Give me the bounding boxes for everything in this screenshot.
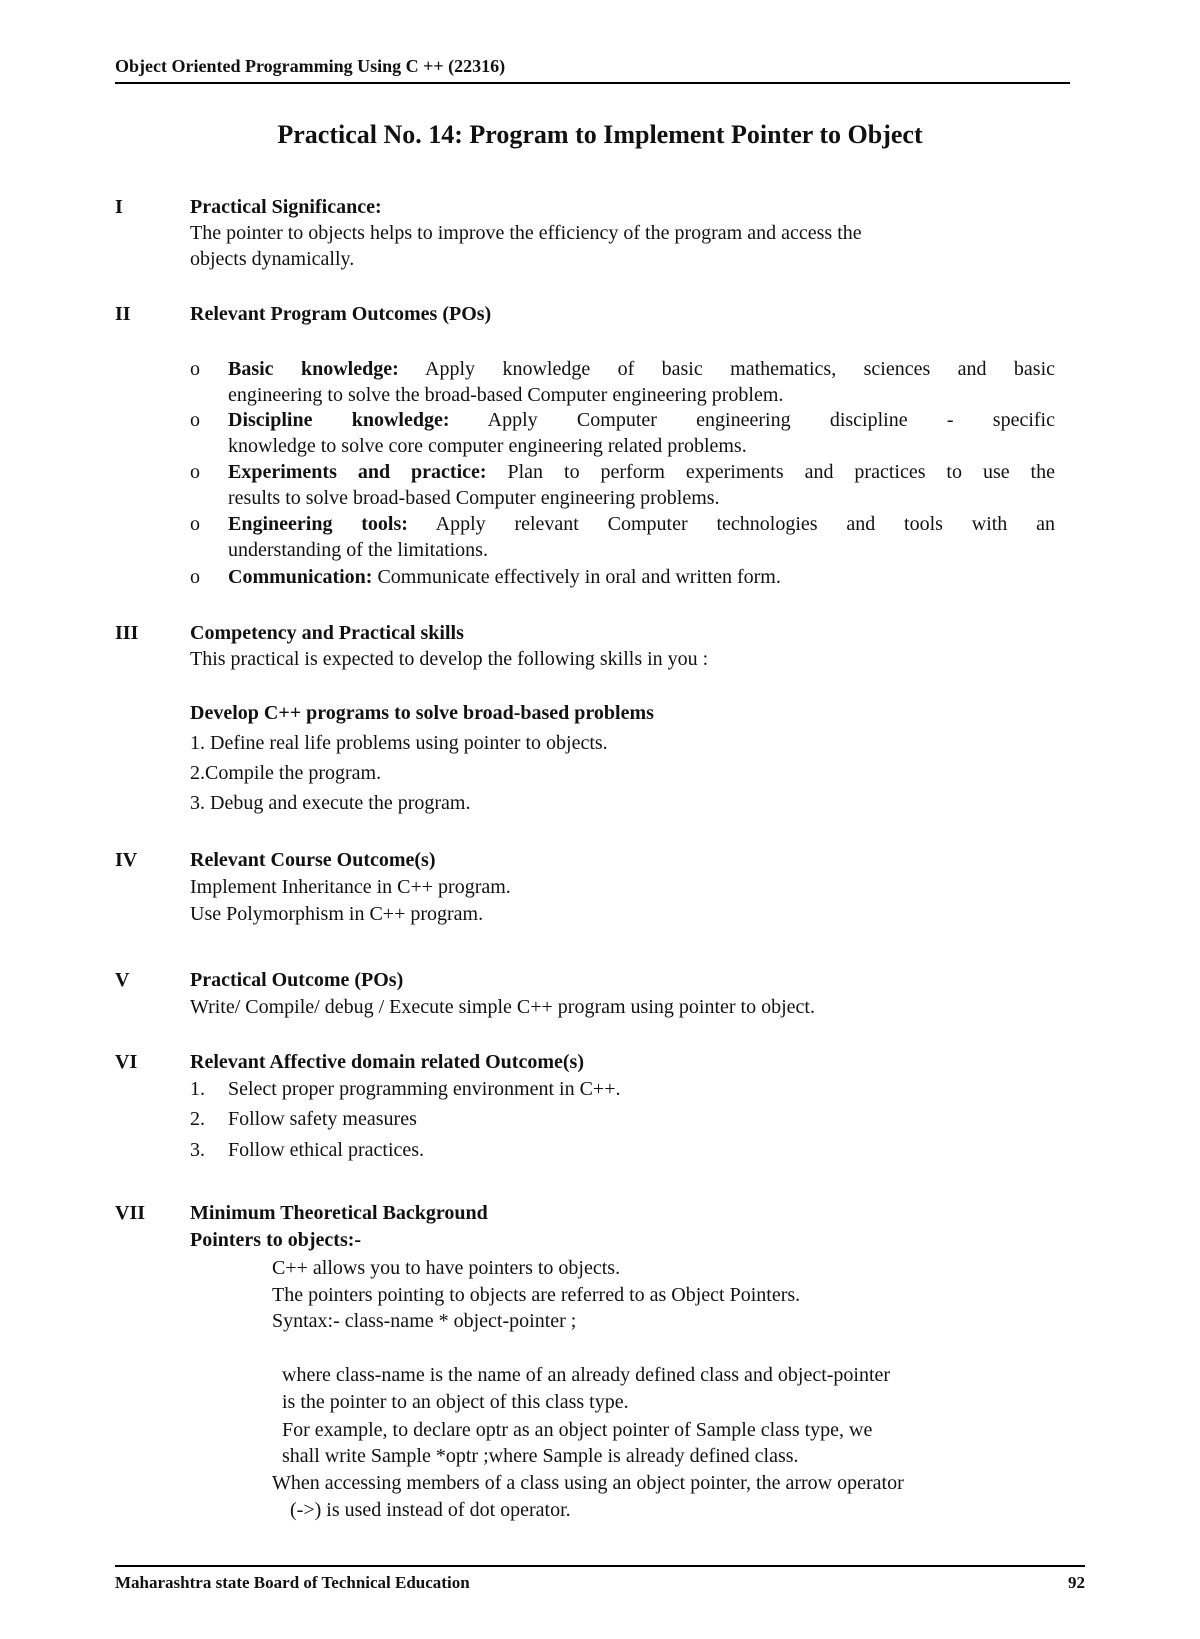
list-item-line: Experiments and practice: Plan to perform experiments and practices to use the bbox=[228, 461, 1055, 483]
sub-heading: Pointers to objects:- bbox=[190, 1229, 362, 1251]
section-heading: Minimum Theoretical Background bbox=[190, 1202, 488, 1224]
paragraph-line: shall write Sample *optr ;where Sample is already defined class. bbox=[282, 1445, 799, 1467]
section-heading: Practical Significance: bbox=[190, 196, 382, 218]
board-name: Maharashtra state Board of Technical Education bbox=[115, 1573, 470, 1592]
section-number: V bbox=[115, 969, 130, 991]
list-item: Follow safety measures bbox=[228, 1108, 417, 1130]
page-title: Practical No. 14: Program to Implement Pointer to Object bbox=[277, 120, 923, 149]
bullet-marker: o bbox=[190, 566, 200, 588]
list-item: Select proper programming environment in C++. bbox=[228, 1078, 621, 1100]
section-heading: Relevant Affective domain related Outcome(s) bbox=[190, 1051, 584, 1073]
paragraph-line: Implement Inheritance in C++ program. bbox=[190, 876, 511, 898]
section-number: VII bbox=[115, 1202, 146, 1224]
paragraph-line: is the pointer to an object of this class type. bbox=[282, 1391, 629, 1413]
section-number: III bbox=[115, 622, 139, 644]
paragraph-line: Use Polymorphism in C++ program. bbox=[190, 903, 484, 925]
list-item-line: Discipline knowledge: Apply Computer engineering discipline - specific bbox=[228, 409, 1055, 431]
list-item-line: Basic knowledge: Apply knowledge of basic mathematics, sciences and basic bbox=[228, 358, 1055, 380]
section-heading: Competency and Practical skills bbox=[190, 622, 464, 644]
list-number: 3. bbox=[190, 1139, 205, 1161]
list-item-line: Communication: Communicate effectively in oral and written form. bbox=[228, 566, 781, 588]
bullet-marker: o bbox=[190, 513, 200, 535]
section-number: VI bbox=[115, 1051, 138, 1073]
list-item-line: Engineering tools: Apply relevant Computer technologies and tools with an bbox=[228, 513, 1055, 535]
sub-heading: Develop C++ programs to solve broad-based problems bbox=[190, 702, 654, 724]
list-item: 2.Compile the program. bbox=[190, 762, 382, 784]
paragraph-line: Write/ Compile/ debug / Execute simple C++ program using pointer to object. bbox=[190, 996, 815, 1018]
list-item: 1. Define real life problems using pointer to objects. bbox=[190, 732, 608, 754]
paragraph-line: When accessing members of a class using an object pointer, the arrow operator bbox=[272, 1472, 904, 1494]
paragraph-line: C++ allows you to have pointers to objects. bbox=[272, 1257, 621, 1279]
page-footer bbox=[115, 1565, 1085, 1592]
paragraph-line: For example, to declare optr as an object pointer of Sample class type, we bbox=[282, 1419, 873, 1441]
course-title: Object Oriented Programming Using C ++ (22316) bbox=[115, 56, 506, 76]
paragraph-line: where class-name is the name of an already defined class and object-pointer bbox=[282, 1364, 891, 1386]
paragraph-line: objects dynamically. bbox=[190, 248, 355, 270]
page-number: 92 bbox=[1068, 1573, 1085, 1592]
list-item-line: knowledge to solve core computer engineering related problems. bbox=[228, 435, 747, 457]
bullet-marker: o bbox=[190, 461, 200, 483]
paragraph-line: The pointer to objects helps to improve the efficiency of the program and access the bbox=[190, 222, 862, 244]
page-header bbox=[115, 56, 1070, 84]
section-number: I bbox=[115, 196, 123, 218]
bullet-marker: o bbox=[190, 358, 200, 380]
section-number: IV bbox=[115, 849, 138, 871]
syntax-line: Syntax:- class-name * object-pointer ; bbox=[272, 1310, 577, 1332]
list-number: 1. bbox=[190, 1078, 205, 1100]
list-item-line: understanding of the limitations. bbox=[228, 539, 488, 561]
bullet-marker: o bbox=[190, 409, 200, 431]
list-item: 3. Debug and execute the program. bbox=[190, 792, 471, 814]
list-item-line: results to solve broad-based Computer engineering problems. bbox=[228, 487, 720, 509]
list-item: Follow ethical practices. bbox=[228, 1139, 425, 1161]
paragraph-line: This practical is expected to develop the following skills in you : bbox=[190, 648, 709, 670]
paragraph-line: The pointers pointing to objects are referred to as Object Pointers. bbox=[272, 1284, 801, 1306]
section-number: II bbox=[115, 303, 131, 325]
section-heading: Relevant Course Outcome(s) bbox=[190, 849, 436, 871]
list-item-line: engineering to solve the broad-based Computer engineering problem. bbox=[228, 384, 784, 406]
section-heading: Relevant Program Outcomes (POs) bbox=[190, 303, 492, 325]
section-heading: Practical Outcome (POs) bbox=[190, 969, 404, 991]
list-number: 2. bbox=[190, 1108, 205, 1130]
paragraph-line: (->) is used instead of dot operator. bbox=[290, 1499, 571, 1521]
